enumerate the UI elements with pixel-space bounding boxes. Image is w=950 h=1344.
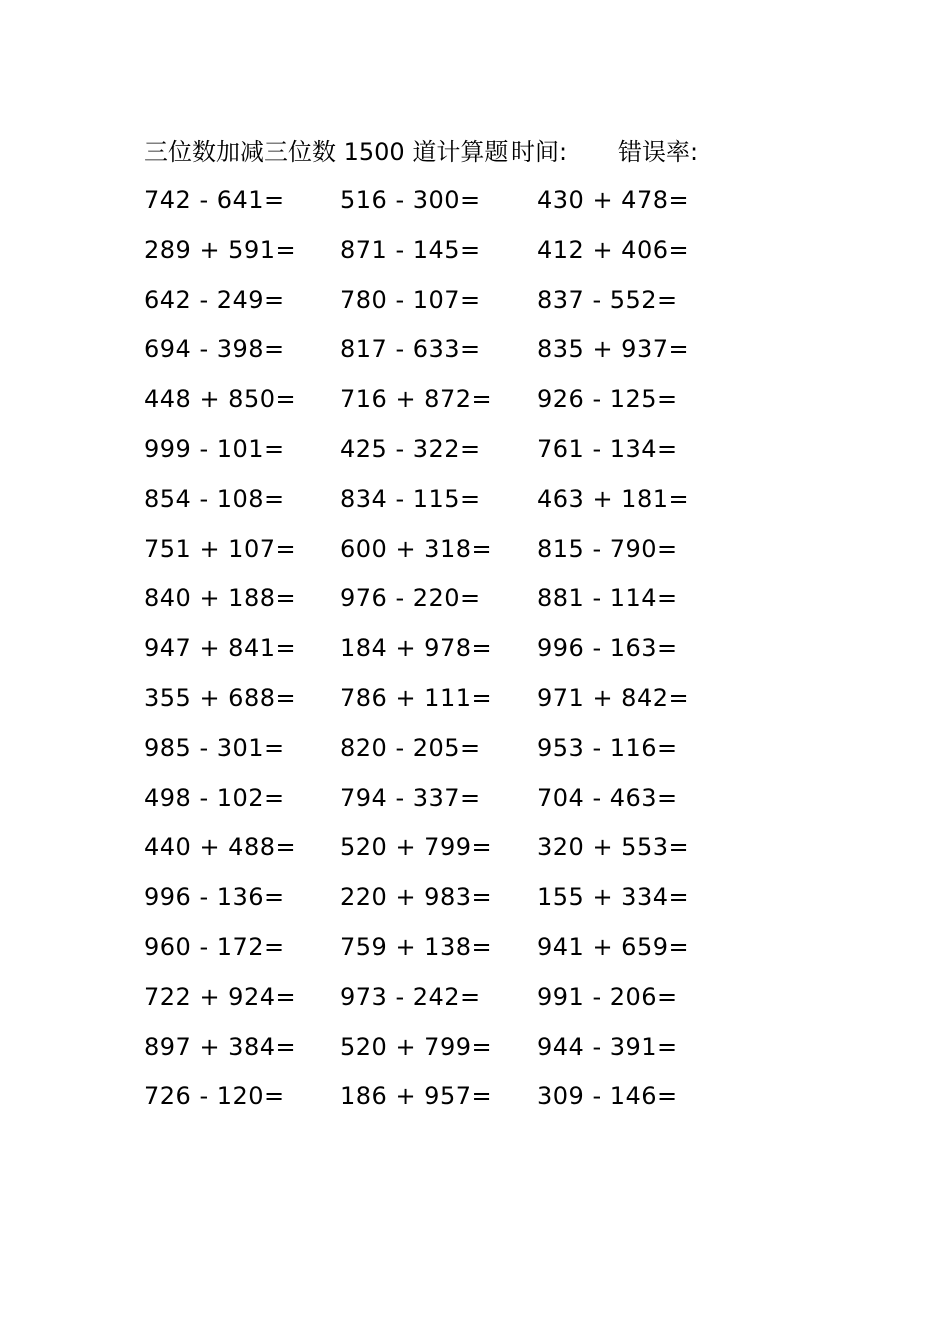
problem-item: 498 - 102= [144,783,285,812]
problem-item: 520 + 799= [340,833,493,862]
problem-item: 941 + 659= [537,933,690,961]
problem-item: 837 - 552= [537,285,678,314]
problem-item: 815 - 790= [537,534,678,563]
problem-item: 996 - 163= [537,634,678,663]
problem-item: 835 + 937= [537,335,690,364]
problem-item: 309 - 146= [537,1082,678,1111]
problem-item: 220 + 983= [340,883,493,912]
problem-item: 881 - 114= [537,584,678,613]
problem-item: 820 - 205= [340,733,481,762]
problem-item: 786 + 111= [340,684,493,712]
problem-item: 448 + 850= [144,385,297,414]
problem-item: 642 - 249= [144,285,285,314]
problem-item: 355 + 688= [144,684,297,712]
problem-item: 520 + 799= [340,1032,493,1061]
time-label: 时间: [511,138,568,166]
problem-item: 834 - 115= [340,484,481,513]
problem-item: 973 - 242= [340,982,481,1011]
problem-item: 926 - 125= [537,385,678,414]
problem-item: 759 + 138= [340,933,493,961]
problem-item: 971 + 842= [537,684,690,712]
problem-item: 840 + 188= [144,584,297,613]
problem-item: 742 - 641= [144,186,285,214]
problem-item: 412 + 406= [537,235,690,264]
problem-item: 440 + 488= [144,833,297,862]
problem-item: 184 + 978= [340,634,493,663]
problem-item: 871 - 145= [340,235,481,264]
problem-item: 985 - 301= [144,733,285,762]
problem-item: 430 + 478= [537,186,690,214]
problem-item: 704 - 463= [537,783,678,812]
problem-item: 960 - 172= [144,933,285,961]
problem-item: 726 - 120= [144,1082,285,1111]
problem-item: 289 + 591= [144,235,297,264]
problem-item: 751 + 107= [144,534,297,563]
problem-item: 320 + 553= [537,833,690,862]
problem-item: 425 - 322= [340,435,481,463]
problem-item: 854 - 108= [144,484,285,513]
problem-item: 991 - 206= [537,982,678,1011]
problem-item: 716 + 872= [340,385,493,414]
problem-item: 516 - 300= [340,186,481,214]
problem-item: 780 - 107= [340,285,481,314]
problem-item: 897 + 384= [144,1032,297,1061]
error-rate-label: 错误率: [618,138,699,166]
problem-item: 600 + 318= [340,534,493,563]
problem-item: 947 + 841= [144,634,297,663]
problem-item: 186 + 957= [340,1082,493,1111]
problem-item: 694 - 398= [144,335,285,364]
problem-item: 944 - 391= [537,1032,678,1061]
problem-item: 794 - 337= [340,783,481,812]
problem-item: 155 + 334= [537,883,690,912]
problem-item: 999 - 101= [144,435,285,463]
problem-item: 722 + 924= [144,982,297,1011]
problem-item: 976 - 220= [340,584,481,613]
problem-item: 761 - 134= [537,435,678,463]
problem-item: 953 - 116= [537,733,678,762]
worksheet-title: 三位数加减三位数 1500 道计算题 [144,138,509,166]
problem-item: 996 - 136= [144,883,285,912]
problem-item: 463 + 181= [537,484,690,513]
problem-item: 817 - 633= [340,335,481,364]
